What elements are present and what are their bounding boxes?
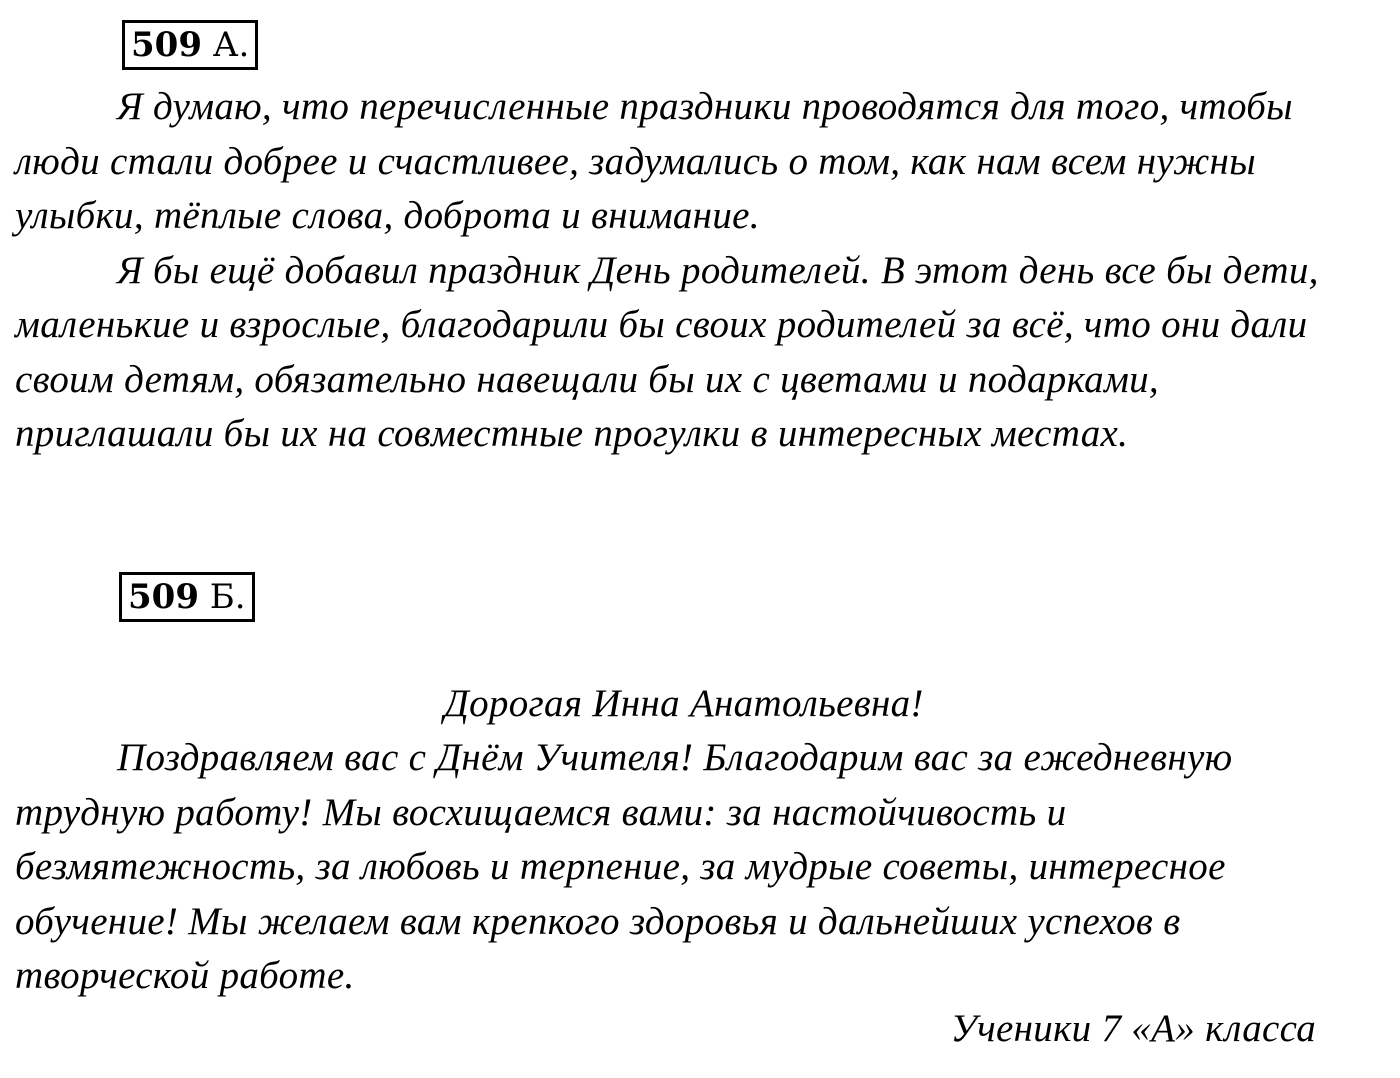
task-letter: А. bbox=[212, 25, 250, 65]
answer-509b-text bbox=[15, 731, 1375, 1004]
task-number: 509 bbox=[131, 25, 202, 65]
text-line: Я бы ещё добавил праздник День родителей. В этот день все бы дети, bbox=[117, 248, 1319, 292]
text-line: маленькие и взрослые, благодарили бы своих родителей за всё, что они дали bbox=[15, 303, 1308, 346]
text-line: трудную работу! Мы восхищаемся вами: за настойчивость и bbox=[15, 790, 1067, 834]
text-line: обучение! Мы желаем вам крепкого здоровья и дальнейших успехов в bbox=[15, 899, 1181, 943]
text-line: улыбки, тёплые слова, доброта и внимание. bbox=[15, 194, 760, 237]
text-line: Поздравляем вас с Днём Учителя! Благодарим вас за ежедневную bbox=[117, 736, 1233, 779]
text-line: безмятежность, за любовь и терпение, за мудрые советы, интересное bbox=[15, 845, 1226, 888]
task-letter: Б. bbox=[209, 577, 246, 617]
text-line: Я думаю, что перечисленные праздники проводятся для того, чтобы bbox=[117, 85, 1293, 128]
text-line: своим детям, обязательно навещали бы их с цветами и подарками, bbox=[15, 357, 1159, 401]
text-line: творческой работе. bbox=[15, 954, 355, 997]
answer-509a-text bbox=[15, 80, 1375, 462]
letter-signature: Ученики 7 «А» класса bbox=[950, 1007, 1316, 1050]
letter-greeting: Дорогая Инна Анатольевна! bbox=[444, 682, 924, 725]
task-number: 509 bbox=[128, 577, 199, 617]
task-label-509b bbox=[119, 572, 255, 622]
task-label-509a bbox=[122, 20, 258, 70]
text-line: люди стали добрее и счастливее, задумались о том, как нам всем нужны bbox=[15, 139, 1256, 183]
text-line: приглашали бы их на совместные прогулки в интересных местах. bbox=[15, 412, 1129, 455]
